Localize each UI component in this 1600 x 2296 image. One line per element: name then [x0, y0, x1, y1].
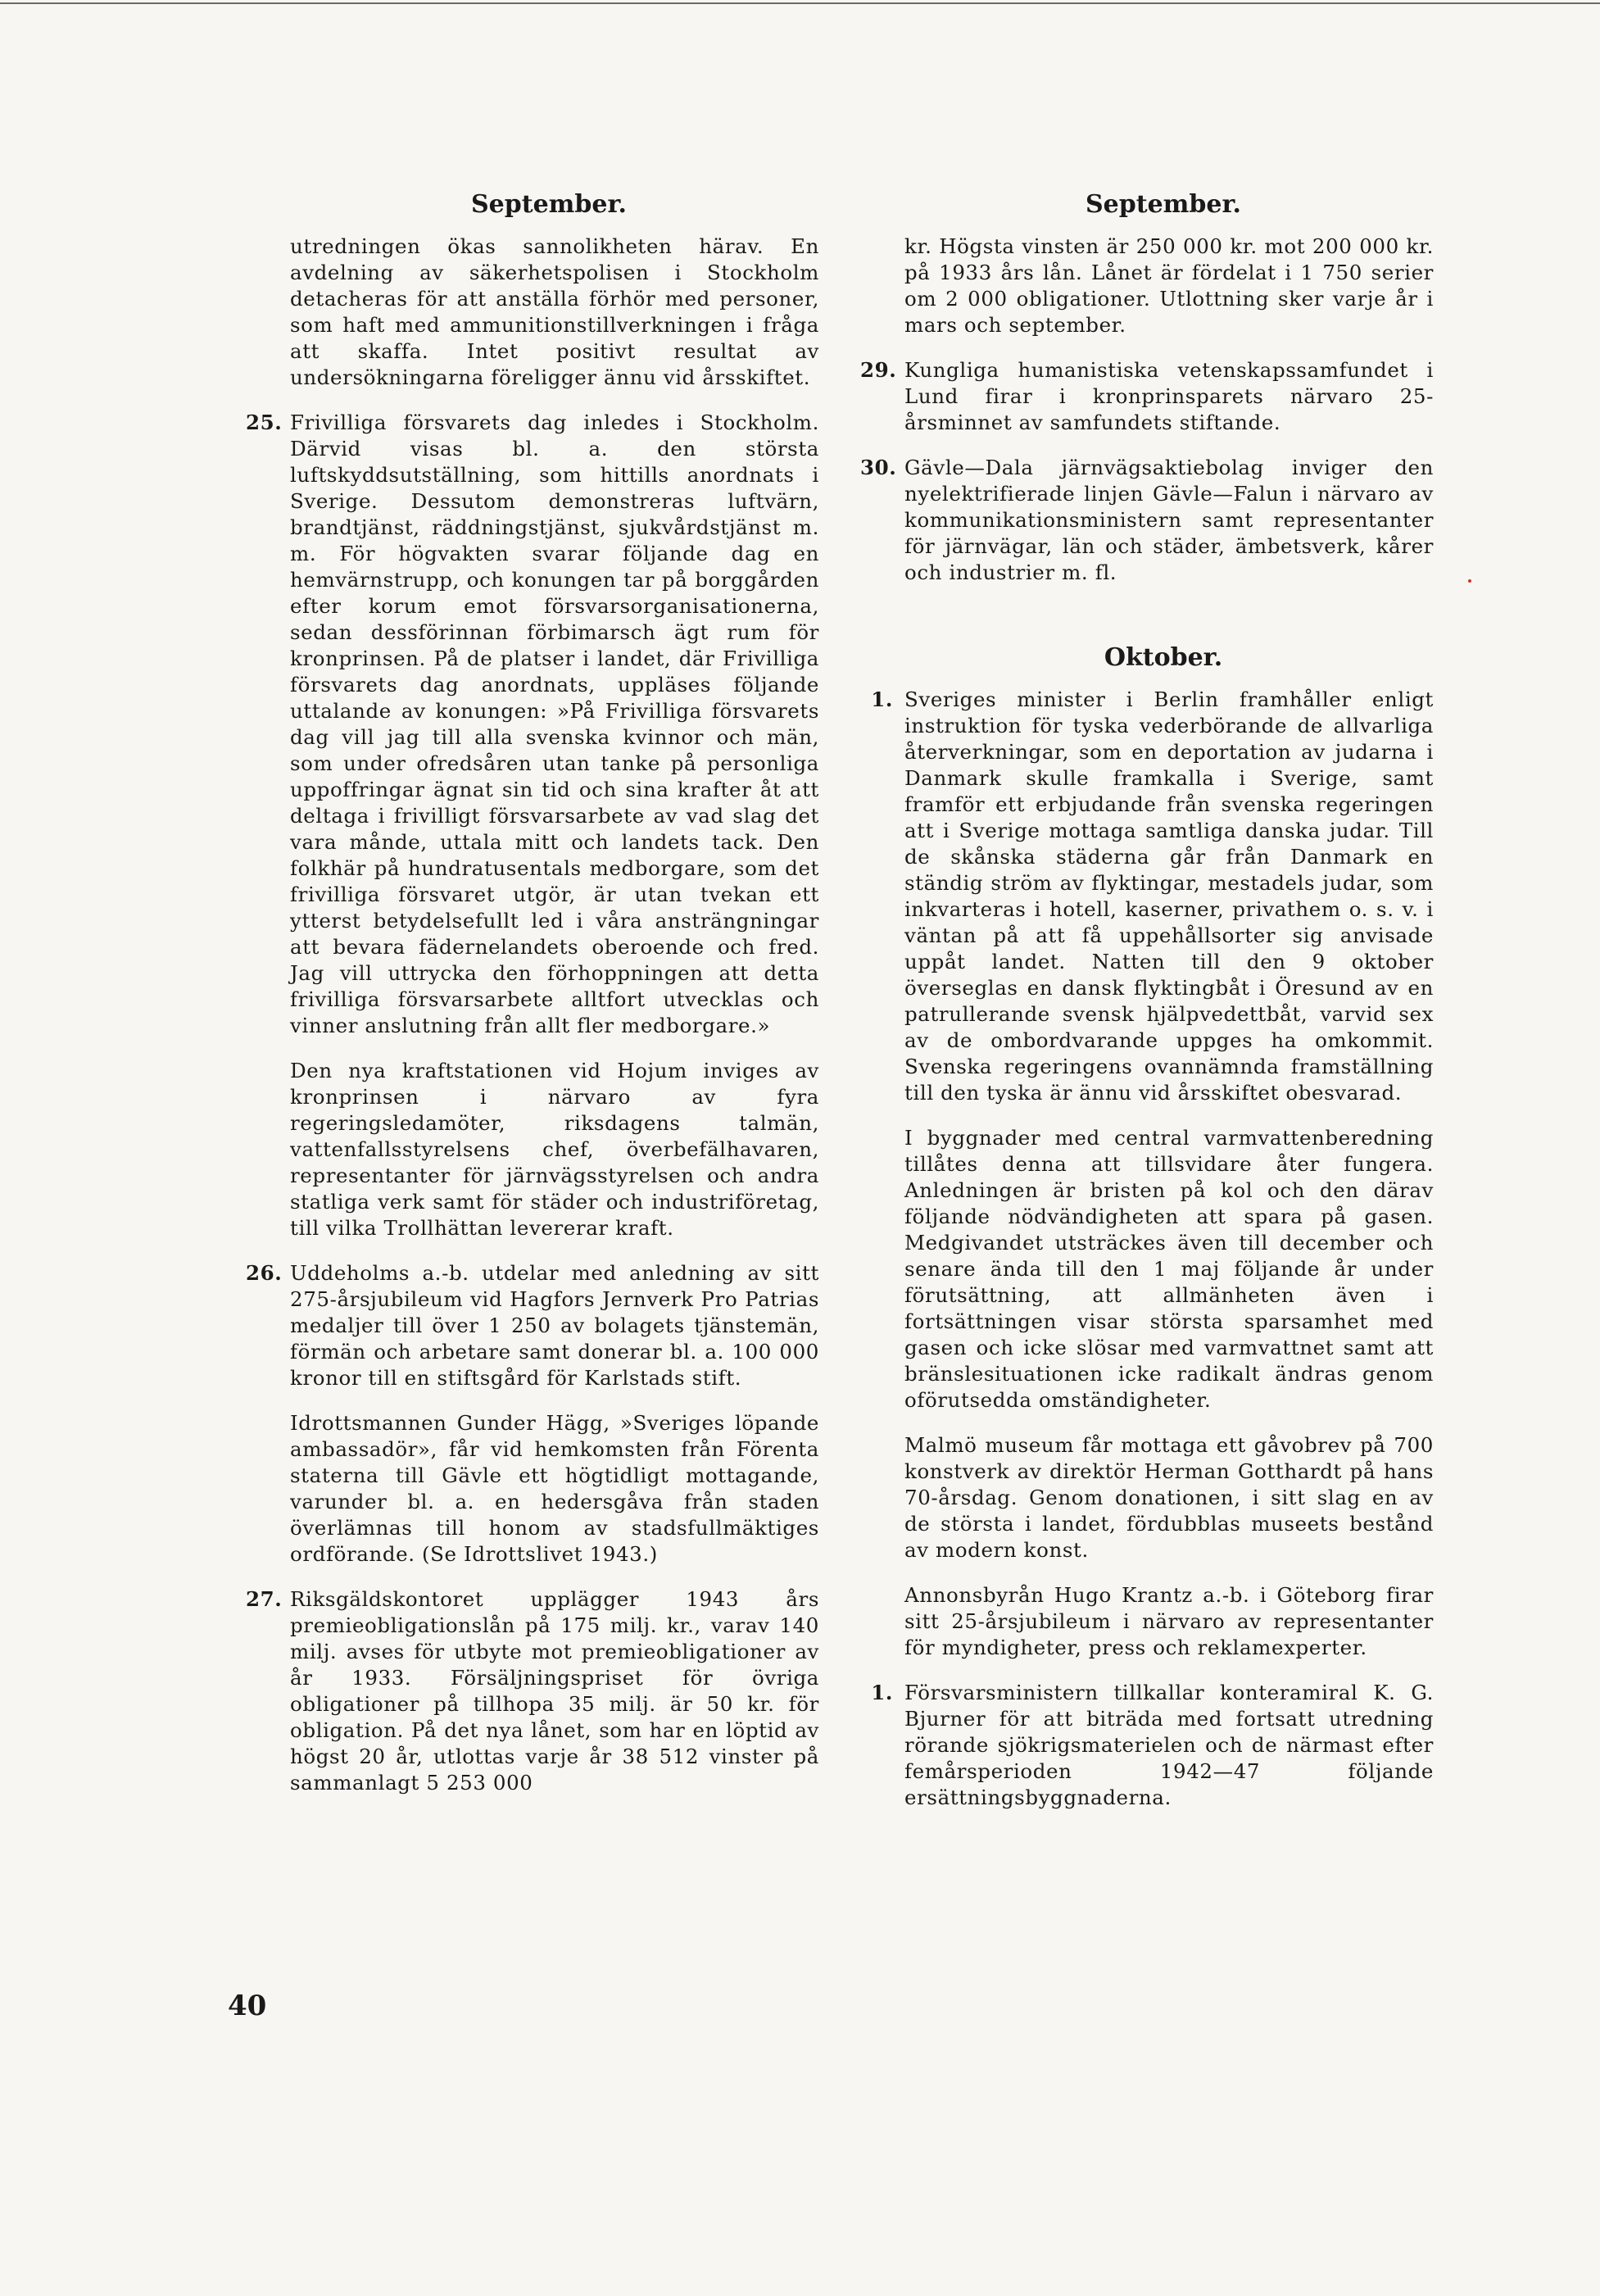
- entry-date: [246, 1410, 290, 1568]
- entry-date: 30.: [860, 456, 897, 479]
- entry-date: 1.: [871, 1681, 893, 1704]
- chronicle-entry: [246, 1586, 819, 1796]
- chronicle-entry: [246, 1058, 819, 1241]
- chronicle-entry: [246, 234, 819, 391]
- entry-text: Kungliga humanistiska vetenskapssamfundet i Lund firar i kronprinsparets närvaro 25-årsminnet av samfundets stiftande.: [904, 358, 1434, 434]
- entry-text: Frivilliga försvarets dag inledes i Stockholm. Därvid visas bl. a. den största luftskyddsutställning, som hittills anordnats i Sverige. Dessutom demonstreras luftvärn, brandtjänst, räddningstjänst, sjukvårdstjänst m. m. För högvakten svarar följande dag en hemvärnstrupp, och konungen tar på borggården efter korum emot försvarsorganisationerna, sedan dessförinnan förbimarsch ägt rum för kronprinsen. På de platser i landet, där Frivilliga försvarets dag anordnats, uppläses följande uttalande av konungen: »På Frivilliga försvarets dag vill jag till alla svenska kvinnor och män, som under ofredsåren utan tanke på personliga uppoffringar ägnat sin tid och sina krafter åt att deltaga i frivilligt försvarsarbete av vad slag det vara månde, uttala mitt och landets tack. Den folkhär på hundratusentals medborgare, som det frivilliga försvaret utgör, är utan tvekan ett ytterst betydelsefullt led i våra ansträngningar att bevara fädernelandets oberoende och fred. Jag vill uttrycka den förhoppningen att detta frivilliga försvarsarbete alltfort utvecklas och vinner anslutning från allt fler medborgare.»: [290, 411, 819, 1037]
- entry-text: Gävle—Dala järnvägsaktiebolag inviger den nyelektrifierade linjen Gävle—Falun i närvaro av kommunikationsministern samt representanter för järnvägar, län och städer, ämbetsverk, kårer och industrier m. fl.: [904, 456, 1434, 584]
- entry-date: 25.: [246, 411, 283, 434]
- chronicle-entry: [246, 1410, 819, 1568]
- entry-date: [860, 1125, 904, 1413]
- right-column-heading: September.: [1086, 190, 1241, 219]
- entry-text: utredningen ökas sannolikheten härav. En avdelning av säkerhetspolisen i Stockholm detacheras för att anställa förhör med personer, som haft med ammunitionstillverkningen i fråga att skaffa. Intet positivt resultat av undersökningarna föreligger ännu vid årsskiftet.: [290, 234, 819, 389]
- chronicle-entry: [860, 357, 1434, 436]
- entry-text: Idrottsmannen Gunder Hägg, »Sveriges löpande ambassadör», får vid hemkomsten från Förenta staterna till Gävle ett högtidligt mottagande, varunder bl. a. en hedersgåva från staden överlämnas till honom av stadsfullmäktiges ordförande. (Se Idrottslivet 1943.): [290, 1411, 819, 1566]
- entry-date: 1.: [871, 687, 893, 711]
- chronicle-entry: [860, 1582, 1434, 1661]
- chronicle-entry: [860, 1680, 1434, 1811]
- oktober-entries: [860, 687, 1434, 1811]
- entry-text: Malmö museum får mottaga ett gåvobrev på 700 konstverk av direktör Herman Gotthardt på hans 70-årsdag. Genom donationen, i sitt slag en av de största i landet, fördubblas museets bestånd av modern konst.: [904, 1433, 1434, 1562]
- entry-date: 27.: [246, 1587, 283, 1611]
- entry-text: Annonsbyrån Hugo Krantz a.-b. i Göteborg firar sitt 25-årsjubileum i närvaro av representanter för myndigheter, press och reklamexperter.: [904, 1583, 1434, 1659]
- chronicle-entry: [860, 1125, 1434, 1413]
- entry-text: Uddeholms a.-b. utdelar med anledning av sitt 275-årsjubileum vid Hagfors Jernverk Pro Patrias medaljer till över 1 250 av bolagets tjänstemän, förmän och arbetare samt donerar bl. a. 100 000 kronor till en stiftsgård för Karlstads stift.: [290, 1261, 819, 1390]
- entry-text: Sveriges minister i Berlin framhåller enligt instruktion för tyska vederbörande de allvarliga återverkningar, som en deportation av judarna i Danmark skulle framkalla i Sverige, samt framför ett erbjudande från svenska regeringen att i Sverige mottaga samtliga danska judar. Till de skånska städerna går från Danmark en ständig ström av flyktingar, mestadels judar, som inkvarteras i hotell, kaserner, privathem o. s. v. i väntan på att få uppehållsorter sig anvisade uppåt landet. Natten till den 9 oktober överseglas en dansk flyktingbåt i Öresund av en patrullerande svensk hjälpvedettbåt, varvid sex av de ombordvarande uppges ha omkommit. Svenska regeringens ovannämnda framställning till den tyska är ännu vid årsskiftet obesvarad.: [904, 687, 1434, 1105]
- chronicle-entry: [860, 687, 1434, 1106]
- chronicle-entry: [860, 455, 1434, 586]
- left-column-heading: September.: [471, 190, 627, 219]
- entry-date: [246, 1058, 290, 1241]
- chronicle-entry: [246, 1260, 819, 1391]
- entry-date: [860, 234, 904, 338]
- entry-date: 26.: [246, 1261, 283, 1285]
- entry-date: [860, 1582, 904, 1661]
- right-column: [860, 190, 1434, 1830]
- right-entries: [860, 234, 1434, 586]
- print-speck: [1468, 579, 1471, 583]
- chronicle-entry: [246, 410, 819, 1039]
- entry-text: Försvarsministern tillkallar konteramiral K. G. Bjurner för att biträda med fortsatt utredning rörande sjökrigsmaterielen och de närmast efter femårsperioden 1942—47 följande ersättningsbyggnaderna.: [904, 1681, 1434, 1809]
- entry-text: Riksgäldskontoret upplägger 1943 års premieobligationslån på 175 milj. kr., varav 140 milj. avses för utbyte mot premieobligationer av år 1933. Försäljningspriset för övriga obligationer på tillhopa 35 milj. är 50 kr. för obligation. På det nya lånet, som har en löptid av högst 20 år, utlottas varje år 38 512 vinster på sammanlagt 5 253 000: [290, 1587, 819, 1795]
- entry-date: 29.: [860, 358, 897, 382]
- page-number: 40: [228, 1990, 267, 2022]
- month-heading-oktober: Oktober.: [1104, 643, 1223, 672]
- entry-text: kr. Högsta vinsten är 250 000 kr. mot 200 000 kr. på 1933 års lån. Lånet är fördelat i 1 750 serier om 2 000 obligationer. Utlottning sker varje år i mars och september.: [904, 234, 1434, 337]
- entry-date: [860, 1432, 904, 1563]
- chronicle-entry: [860, 1432, 1434, 1563]
- entry-text: Den nya kraftstationen vid Hojum inviges av kronprinsen i närvaro av fyra regeringsledamöter, riksdagens talmän, vattenfallsstyrelsens chef, överbefälhavaren, representanter för järnvägsstyrelsen och andra statliga verk samt för städer och industriföretag, till vilka Trollhättan levererar kraft.: [290, 1059, 819, 1240]
- entry-text: I byggnader med central varmvattenberedning tillåtes denna att tillsvidare åter fungera. Anledningen är bristen på kol och den därav följande nödvändigheten att spara på gasen. Medgivandet utsträckes även till december och senare ända till den 1 maj följande år under förutsättning, att allmänheten även i fortsättningen visar största sparsamhet med gasen och icke slösar med varmvattnet samt att bränslesituationen icke radikalt ändras genom oförutsedda omständigheter.: [904, 1126, 1434, 1412]
- chronicle-entry: [860, 234, 1434, 338]
- left-column: [246, 190, 819, 1815]
- top-edge-rule: [0, 2, 1600, 4]
- left-entries: [246, 234, 819, 1796]
- entry-date: [246, 234, 290, 391]
